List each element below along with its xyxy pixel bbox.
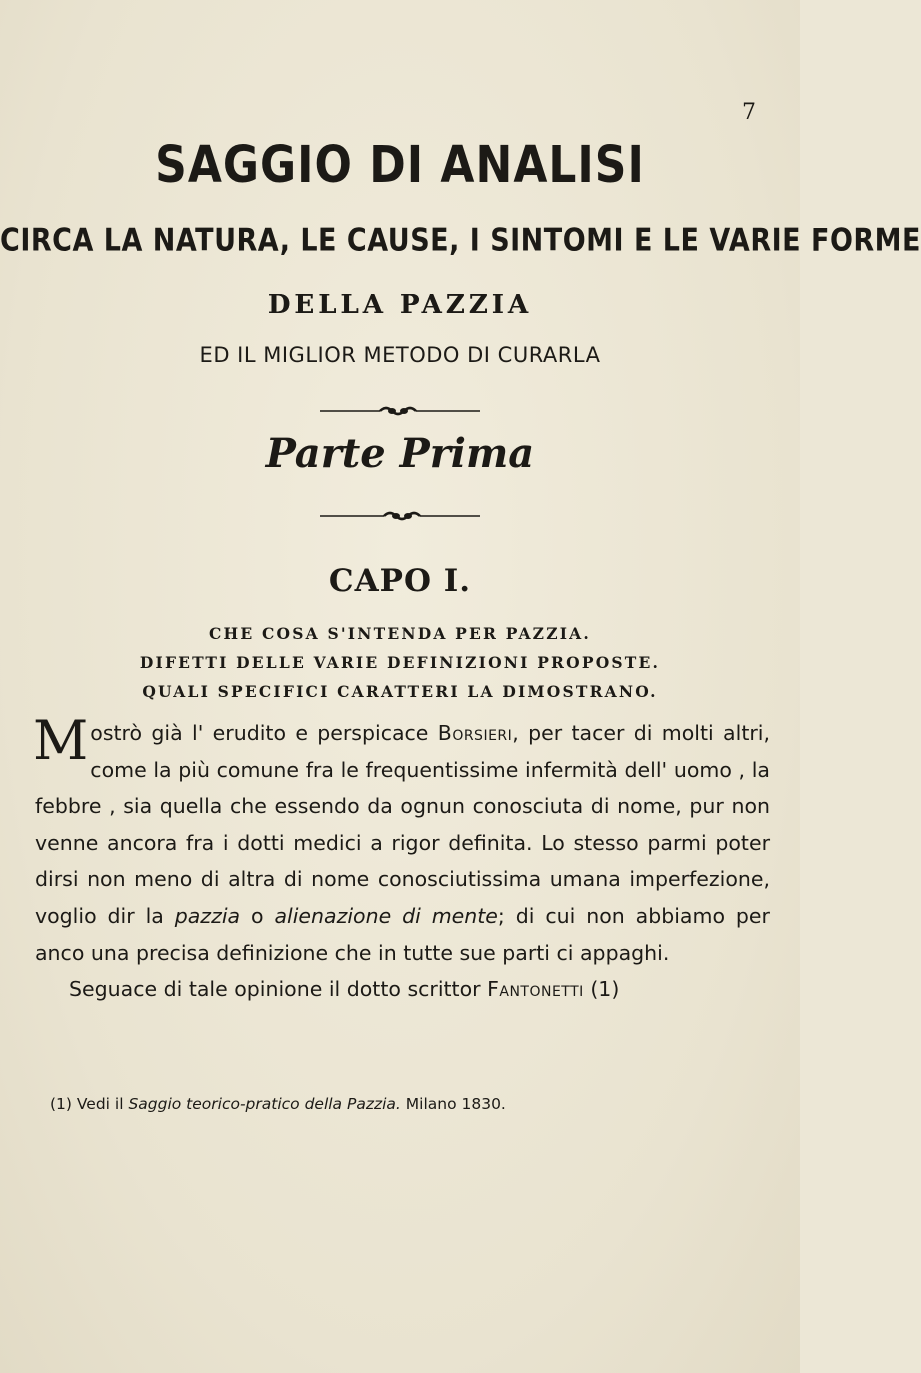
text-run: Seguace di tale opinione il dotto scrittor (69, 977, 488, 1002)
footnote-text: (1) Vedi il (50, 1095, 129, 1113)
book-subtitle: CIRCA LA NATURA, LE CAUSE, I SINTOMI E LE VARIE FORME (0, 222, 921, 259)
chapter-summary-line: DIFETTI DELLE VARIE DEFINIZIONI PROPOSTE. (139, 653, 661, 672)
chapter-summary-line: QUALI SPECIFICI CARATTERI LA DIMOSTRANO. (142, 682, 658, 701)
paragraph (35, 971, 770, 1008)
footnote-text: Milano 1830. (400, 1095, 506, 1113)
chapter-summary-line: CHE COSA S'INTENDA PER PAZZIA. (209, 624, 591, 643)
author-name: Fantonetti (487, 977, 584, 1002)
part-title: Parte Prima (265, 430, 535, 477)
method-line: ED IL MIGLIOR METODO DI CURARLA (199, 343, 601, 367)
page-number: 7 (742, 100, 756, 125)
drop-cap: M (33, 709, 89, 772)
ornament-rule-top (0, 404, 800, 418)
body-text (33, 709, 770, 1008)
footnote (50, 1095, 770, 1113)
blackletter-line: DELLA PAZZIA (267, 290, 533, 320)
text-run: o (240, 903, 275, 928)
author-name: Borsieri (437, 721, 513, 745)
italic-term: alienazione di mente (274, 903, 498, 928)
chapter-title: CAPO I. (328, 563, 472, 599)
paragraph (33, 709, 770, 971)
text-run: ; di cui non abbiamo per anco una precisa definizione che in tutte sue parti ci appaghi. (35, 903, 770, 965)
text-run: ostrò già l' erudito e perspicace (90, 721, 438, 745)
footnote-italic: Saggio teorico-pratico della Pazzia. (128, 1095, 401, 1113)
book-title: SAGGIO DI ANALISI (155, 136, 645, 195)
italic-term: pazzia (174, 903, 241, 928)
text-run: , per tacer di molti altri, come la più comune fra le frequentissime infermità dell' uomo , la febbre , sia quella che essendo da ognun conosciuta di nome, pur non venne ancora fra i dotti medici a rigor definita. Lo stesso parmi poter dirsi non meno di altra di nome conosciutissima umana imperfezione, voglio dir la (35, 721, 770, 928)
ornament-rule-bottom (0, 509, 800, 523)
footnote-ref: (1) (583, 977, 620, 1002)
